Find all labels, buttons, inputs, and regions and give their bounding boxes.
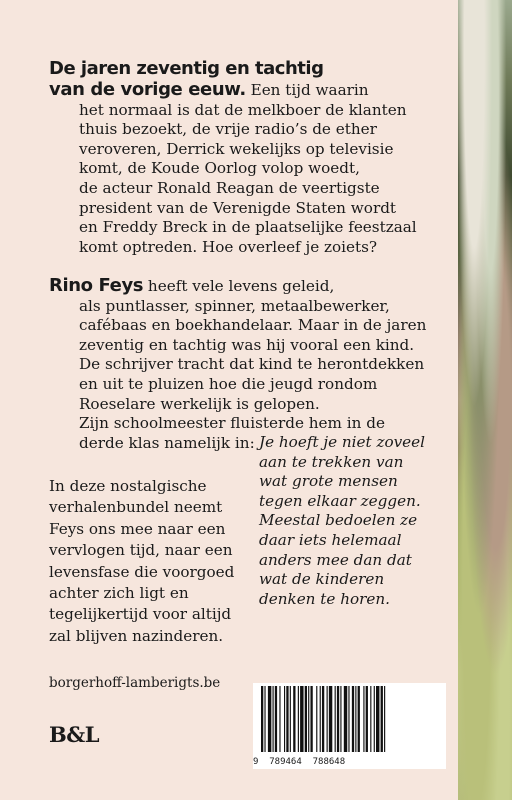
summary-line: tegelijkertijd voor altijd <box>49 605 232 624</box>
barcode-bar <box>310 686 312 752</box>
barcode-bar <box>284 686 285 752</box>
bio-line: Zijn schoolmeester fluisterde hem in de <box>79 414 385 433</box>
quote-line: Je hoeft je niet zoveel <box>259 433 426 451</box>
bio-line: als puntlasser, spinner, metaalbewerker, <box>79 296 390 315</box>
isbn-barcode <box>253 683 446 769</box>
barcode-bars-graphic <box>253 683 446 755</box>
summary-line: verhalenbundel neemt <box>49 498 223 517</box>
barcode-bar <box>286 686 288 752</box>
barcode-bar <box>316 686 317 752</box>
barcode-bar <box>363 686 364 752</box>
barcode-bar <box>261 686 263 752</box>
quote-line: tegen elkaar zeggen. <box>259 491 421 510</box>
quote-line: wat grote mensen <box>259 472 398 491</box>
summary-line: Feys ons mee naar een <box>49 519 226 538</box>
barcode-digits: 9 789464 788648 <box>253 755 446 769</box>
intro-line: de acteur Ronald Reagan de veertigste <box>79 178 380 197</box>
barcode-bar <box>268 686 271 752</box>
intro-line: komt optreden. Hoe overleef je zoiets? <box>79 237 378 256</box>
barcode-bar <box>381 686 383 752</box>
barcode-bar <box>279 686 280 752</box>
intro-line: thuis bezoekt, de vrije radio’s de ether <box>79 120 377 139</box>
barcode-bars <box>253 683 446 755</box>
bio-line: zeventig en tachtig was hij vooral een kind. <box>79 335 415 354</box>
barcode-bar <box>290 686 291 752</box>
quote-line: Meestal bedoelen ze <box>259 511 418 530</box>
barcode-bar <box>374 686 375 752</box>
bio-body <box>49 297 454 454</box>
barcode-bar <box>275 686 277 752</box>
quote-line: aan te trekken van <box>259 452 404 471</box>
intro-lead-bold: van de vorige eeuw. <box>49 79 246 100</box>
intro-paragraph <box>49 58 454 257</box>
bio-line: De schrijver tracht dat kind te herontdekken <box>79 355 425 374</box>
bio-first-tail: heeft vele levens geleid, <box>143 277 335 295</box>
intro-body <box>49 101 454 258</box>
intro-line: en Freddy Breck in de plaatselijke feestzaal <box>79 218 417 237</box>
barcode-bar <box>308 686 309 752</box>
summary-line: In deze nostalgische <box>49 477 207 495</box>
intro-line: president van de Verenigde Staten wordt <box>79 198 397 217</box>
barcode-bar <box>300 686 303 752</box>
bio-line: cafébaas en boekhandelaar. Maar in de jaren <box>79 316 427 335</box>
barcode-bar <box>384 686 385 752</box>
summary-line: levensfase die voorgoed <box>49 562 235 581</box>
intro-lead-tail: Een tijd waarin <box>245 81 369 99</box>
barcode-bar <box>358 686 360 752</box>
intro-lead-line-2 <box>49 80 454 101</box>
bio-line: Roeselare werkelijk is gelopen. <box>79 394 320 413</box>
bio-line: derde klas namelijk in: <box>79 433 255 452</box>
quote-line: wat de kinderen <box>259 570 385 589</box>
intro-line: veroveren, Derrick wekelijks op televisie <box>79 139 394 158</box>
author-bio-paragraph <box>49 276 454 453</box>
intro-line: komt, de Koude Oorlog volop woedt, <box>79 159 360 178</box>
barcode-bar <box>305 686 307 752</box>
bio-first-line <box>49 276 454 297</box>
intro-line: het normaal is dat de melkboer de klanten <box>79 100 407 119</box>
summary-body <box>49 476 254 647</box>
barcode-bar <box>322 686 324 752</box>
quote-line: anders mee dan dat <box>259 550 412 569</box>
barcode-bar <box>340 686 341 752</box>
teacher-quote <box>259 433 454 609</box>
publisher-logo: B&L <box>49 722 99 747</box>
barcode-bar <box>337 686 339 752</box>
author-name: Rino Feys <box>49 275 144 296</box>
barcode-bar <box>273 686 274 752</box>
barcode-bar <box>344 686 347 752</box>
summary-paragraph <box>49 476 254 647</box>
barcode-bar <box>335 686 336 752</box>
summary-line: achter zich ligt en <box>49 584 189 603</box>
summary-line: vervlogen tijd, naar een <box>49 541 233 560</box>
quote-body <box>259 433 454 609</box>
barcode-bar <box>376 686 379 752</box>
bio-line: en uit te pluizen hoe die jeugd rondom <box>79 374 378 393</box>
barcode-bar <box>355 686 356 752</box>
barcode-bar <box>352 686 354 752</box>
publisher-url: borgerhoff-lamberigts.be <box>49 675 221 691</box>
barcode-bar <box>298 686 299 752</box>
barcode-bar <box>348 686 349 752</box>
intro-lead-line-1: De jaren zeventig en tachtig <box>49 58 324 79</box>
barcode-bar <box>366 686 368 752</box>
quote-line: denken te horen. <box>259 589 390 608</box>
barcode-bar <box>320 686 321 752</box>
cover-photo-strip <box>458 0 512 800</box>
barcode-bar <box>370 686 371 752</box>
barcode-bar <box>329 686 332 752</box>
barcode-bar <box>293 686 295 752</box>
quote-line: daar iets helemaal <box>259 530 402 549</box>
barcode-bar <box>264 686 265 752</box>
summary-line: zal blijven nazinderen. <box>49 626 224 645</box>
barcode-bar <box>327 686 328 752</box>
